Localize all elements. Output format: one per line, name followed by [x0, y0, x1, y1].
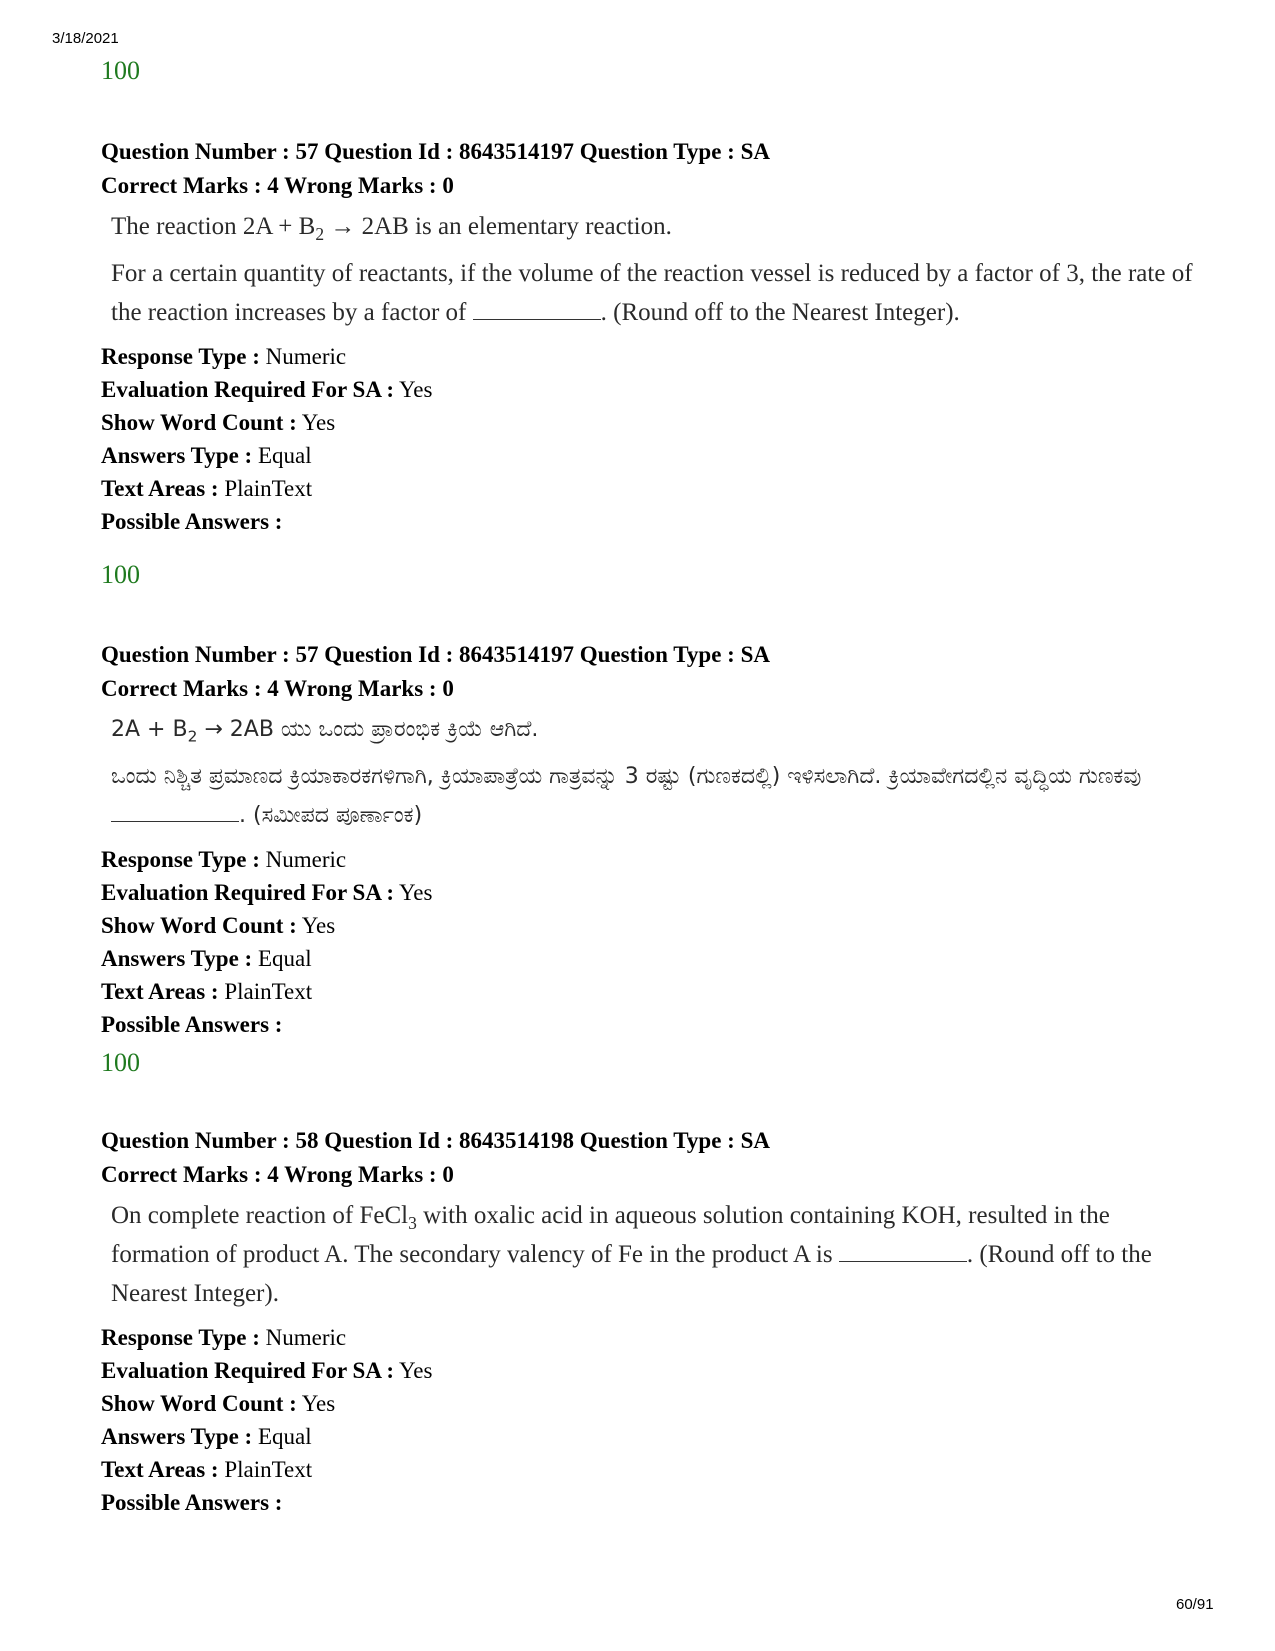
question-header: Question Number : 57 Question Id : 8643514197 Question Type : SA — [101, 642, 770, 667]
answers-type: Answers Type : Equal — [101, 443, 312, 468]
question-text — [111, 207, 1211, 332]
text-areas: Text Areas : PlainText — [101, 476, 313, 501]
answer-blank — [111, 820, 239, 822]
question-line-2: ಒಂದು ನಿಶ್ಚಿತ ಪ್ರಮಾಣದ ಕ್ರಿಯಾಕಾರಕಗಳಿಗಾಗಿ, ಕ್ರಿಯಾಪಾತ್ರೆಯ ಗಾತ್ರವನ್ನು 3 ರಷ್ಟು (ಗುಣಕದಲ್ಲಿ) ಇಳಿಸಲಾಗಿದೆ. ಕ್ರಿಯಾವೇಗದಲ್ಲಿನ ವೃದ್ಧಿಯ ಗುಣಕವು . (ಸಮೀಪದ ಪೂರ್ಣಾಂಕ) — [111, 764, 1142, 828]
possible-answer-value: 100 — [101, 1048, 140, 1077]
question-marks: Correct Marks : 4 Wrong Marks : 0 — [101, 676, 454, 701]
evaluation-required: Evaluation Required For SA : Yes — [101, 880, 433, 905]
answer-blank — [839, 1260, 967, 1262]
response-type: Response Type : Numeric — [101, 847, 347, 872]
answers-type: Answers Type : Equal — [101, 946, 312, 971]
page-number: 60/91 — [1176, 1596, 1214, 1613]
question-block-58-en — [101, 1124, 1211, 1519]
question-line-1: The reaction $2A + B_2 \to 2AB$ is an elementary reaction. — [111, 213, 672, 245]
question-line-1: $2A + B_2 \to 2AB$ ಯು ಒಂದು ಪ್ರಾರಂಭಿಕ ಕ್ರಿಯೆ ಆಗಿದೆ. — [111, 717, 539, 746]
possible-answers-label: Possible Answers : — [101, 509, 283, 534]
show-word-count: Show Word Count : Yes — [101, 410, 336, 435]
possible-answers-label: Possible Answers : — [101, 1012, 283, 1037]
response-type: Response Type : Numeric — [101, 1325, 347, 1350]
evaluation-required: Evaluation Required For SA : Yes — [101, 1358, 433, 1383]
question-marks: Correct Marks : 4 Wrong Marks : 0 — [101, 1162, 454, 1187]
question-text — [111, 710, 1211, 835]
show-word-count: Show Word Count : Yes — [101, 1391, 336, 1416]
text-areas: Text Areas : PlainText — [101, 979, 313, 1004]
question-text — [111, 1196, 1211, 1313]
question-block-57-kn — [101, 638, 1211, 1041]
question-line-1: On complete reaction of FeCl$_3$ with oxalic acid in aqueous solution containing KOH, resulted in the formation of product A. The secondary valency of Fe in the product A is . (Round off to the Nearest Integer). — [111, 1202, 1152, 1307]
question-header: Question Number : 58 Question Id : 8643514198 Question Type : SA — [101, 1128, 770, 1153]
question-header: Question Number : 57 Question Id : 8643514197 Question Type : SA — [101, 139, 770, 164]
question-marks: Correct Marks : 4 Wrong Marks : 0 — [101, 173, 454, 198]
text-areas: Text Areas : PlainText — [101, 1457, 313, 1482]
response-type: Response Type : Numeric — [101, 344, 347, 369]
question-block-57-en — [101, 135, 1211, 538]
question-line-2: For a certain quantity of reactants, if the volume of the reaction vessel is reduced by a factor of 3, the rate of the reaction increases by a factor of . (Round off to the Nearest Integer). — [111, 260, 1193, 326]
possible-answer-value: 100 — [101, 56, 140, 85]
print-date: 3/18/2021 — [52, 30, 119, 47]
evaluation-required: Evaluation Required For SA : Yes — [101, 377, 433, 402]
possible-answer-value: 100 — [101, 560, 140, 589]
answer-blank — [473, 318, 601, 320]
possible-answers-label: Possible Answers : — [101, 1490, 283, 1515]
show-word-count: Show Word Count : Yes — [101, 913, 336, 938]
answers-type: Answers Type : Equal — [101, 1424, 312, 1449]
